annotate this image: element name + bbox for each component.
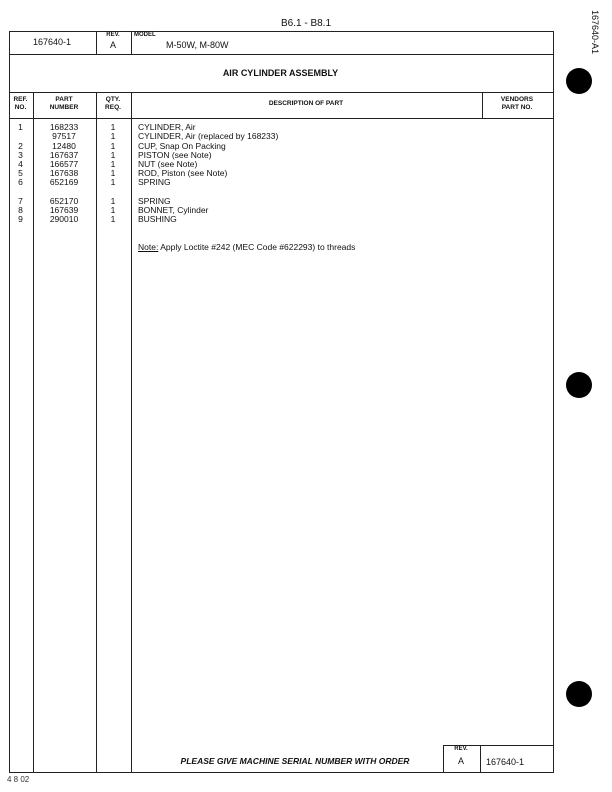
part-number: 167639 — [49, 205, 79, 215]
page-header: B6.1 - B8.1 — [280, 18, 332, 29]
binder-hole-middle — [566, 372, 592, 398]
column-header-qty — [96, 96, 130, 112]
divider — [480, 745, 481, 772]
ref-number: 9 — [18, 214, 23, 224]
model-label: MODEL — [134, 32, 156, 38]
column-header-line: REQ. — [105, 104, 121, 111]
part-number: 97517 — [52, 131, 76, 141]
column-header-line: PART — [55, 96, 73, 103]
ref-number: 2 — [18, 141, 23, 151]
column-header-line: PART NO. — [501, 104, 533, 111]
quantity: 1 — [110, 122, 116, 132]
part-description: CYLINDER, Air (replaced by 168233) — [138, 131, 279, 141]
part-number: 166577 — [49, 159, 79, 169]
rev-label: REV. — [106, 32, 120, 38]
part-description: CYLINDER, Air — [138, 122, 196, 132]
part-number: 12480 — [52, 141, 76, 151]
quantity: 1 — [110, 150, 116, 160]
assembly-title: AIR CYLINDER ASSEMBLY — [222, 68, 339, 78]
column-header-line: NUMBER — [49, 104, 79, 111]
quantity: 1 — [110, 131, 116, 141]
title-divider — [10, 92, 553, 93]
column-header-line: REF. — [13, 96, 28, 103]
quantity: 1 — [110, 214, 116, 224]
order-instruction: PLEASE GIVE MACHINE SERIAL NUMBER WITH ORDER — [180, 756, 410, 766]
quantity: 1 — [110, 205, 116, 215]
column-header-line: QTY. — [105, 96, 121, 103]
rev-value: A — [109, 40, 116, 50]
footer-document-number: 167640-1 — [486, 757, 525, 767]
column-header-vendor — [482, 96, 552, 112]
quantity: 1 — [110, 196, 116, 206]
quantity: 1 — [110, 159, 116, 169]
part-number: 290010 — [49, 214, 79, 224]
assembly-note — [138, 242, 355, 252]
part-description: SPRING — [138, 177, 171, 187]
quantity: 1 — [110, 177, 116, 187]
ref-number: 7 — [18, 196, 23, 206]
divider — [131, 32, 132, 54]
column-header-divider — [10, 118, 553, 119]
column-header-description: DESCRIPTION OF PART — [268, 100, 344, 107]
part-description: BONNET, Cylinder — [138, 205, 209, 215]
quantity: 1 — [110, 168, 116, 178]
ref-number: 4 — [18, 159, 23, 169]
part-number: 652170 — [49, 196, 79, 206]
model-value: M-50W, M-80W — [166, 40, 229, 50]
part-description: ROD, Piston (see Note) — [138, 168, 228, 178]
ref-number: 1 — [18, 122, 23, 132]
footer-rev-value: A — [457, 756, 464, 766]
part-number: 167637 — [49, 150, 79, 160]
ref-number: 6 — [18, 177, 23, 187]
ref-number: 8 — [18, 205, 23, 215]
note-text: Apply Loctite #242 (MEC Code #622293) to threads — [160, 242, 356, 252]
part-description: SPRING — [138, 196, 171, 206]
part-description: CUP, Snap On Packing — [138, 141, 226, 151]
side-document-id: 167640-A1 — [590, 10, 600, 55]
column-header-line: VENDORS — [500, 96, 534, 103]
document-number: 167640-1 — [32, 37, 72, 47]
quantity: 1 — [110, 141, 116, 151]
divider — [33, 92, 34, 772]
divider — [96, 92, 97, 772]
ref-number: 3 — [18, 150, 23, 160]
column-header-part-number — [33, 96, 95, 112]
binder-hole-top — [566, 68, 592, 94]
part-description: NUT (see Note) — [138, 159, 198, 169]
binder-hole-bottom — [566, 681, 592, 707]
column-header-ref — [9, 96, 32, 112]
part-description: BUSHING — [138, 214, 177, 224]
part-number: 167638 — [49, 168, 79, 178]
part-number: 652169 — [49, 177, 79, 187]
print-date: 4 8 02 — [7, 775, 30, 784]
column-header-line: NO. — [14, 104, 27, 111]
ref-number: 5 — [18, 168, 23, 178]
footer-rev-label: REV. — [454, 746, 468, 752]
note-label: Note: — [138, 242, 159, 252]
header-divider — [10, 54, 553, 55]
part-number: 168233 — [49, 122, 79, 132]
divider — [131, 92, 132, 772]
part-description: PISTON (see Note) — [138, 150, 212, 160]
